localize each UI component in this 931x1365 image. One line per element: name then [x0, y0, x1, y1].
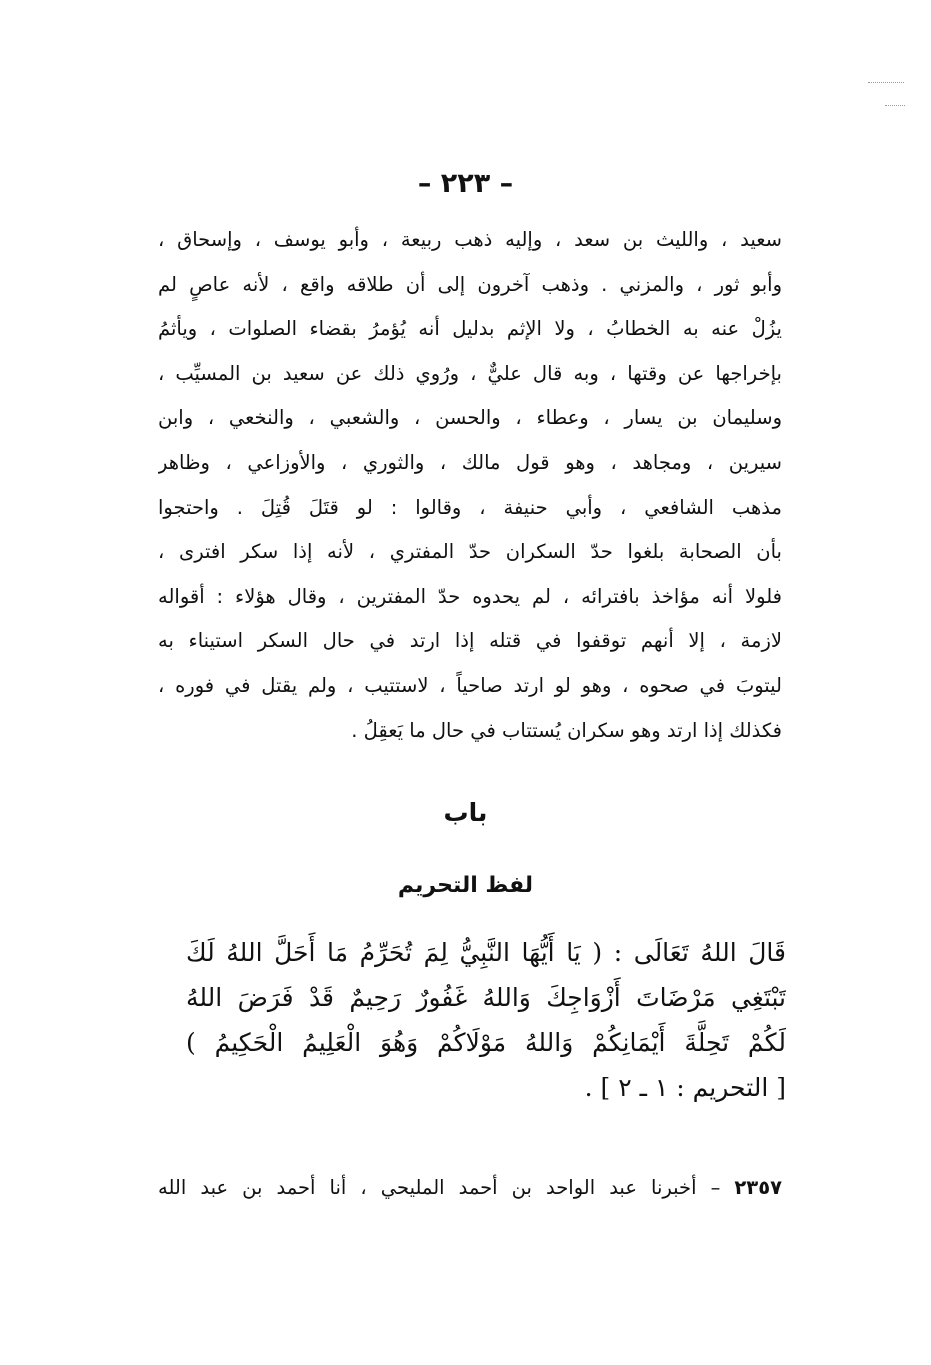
body-paragraph [158, 218, 782, 753]
text-line: بأن الصحابة بلغوا حدّ السكران حدّ المفتري ، لأنه إذا سكر افترى ، [158, 540, 782, 564]
quran-verse [186, 930, 786, 1110]
verse-reference: [ التحريم : ١ ـ ٢ ] . [584, 1073, 786, 1102]
section-title: لفظ التحريم [397, 873, 534, 898]
text-line: ليتوبَ في صحوه ، وهو لو ارتد صاحياً ، لاستتيب ، ولم يقتل في فوره ، [158, 673, 782, 697]
text-line: لازمة ، إلا أنهم توقفوا في قتله إذا ارتد في حال السكر استيناء به [158, 629, 782, 653]
scan-edge-mark [868, 82, 904, 83]
text-line: فلولا أنه مؤاخذ بافترائه ، لم يحدوه حدّ المفترين ، وقال هؤلاء : أقواله [158, 584, 782, 608]
verse-line: لَكُمْ تَحِلَّةَ أَيْمَانِكُمْ وَاللهُ مَوْلَاكُمْ وَهُوَ الْعَلِيمُ الْحَكِيمُ ) [186, 1028, 786, 1057]
hadith-number: ٢٣٥٧ [734, 1176, 782, 1199]
verse-line: تَبْتَغِي مَرْضَاتَ أَزْوَاجِكَ وَاللهُ غَفُورٌ رَحِيمٌ قَدْ فَرَضَ اللهُ [186, 983, 786, 1012]
text-line: سيرين ، ومجاهد ، وهو قول مالك ، والثوري ، والأوزاعي ، وظاهر [158, 450, 782, 474]
text-line: وسليمان بن يسار ، وعطاء ، والحسن ، والشعبي ، والنخعي ، وابن [158, 406, 782, 430]
hadith-entry [158, 1166, 782, 1210]
text-line: سعيد ، والليث بن سعد ، وإليه ذهب ربيعة ، وأبو يوسف ، وإسحاق ، [158, 228, 782, 251]
text-line: يزُلْ عنه به الخطابُ ، ولا الإثم بدليل أنه يُؤمرُ بقضاء الصلوات ، ويأثمُ [158, 317, 782, 341]
text-line: فكذلك إذا ارتد وهو سكران يُستتاب في حال ما يَعقِلُ . [351, 718, 782, 742]
hadith-text: – أخبرنا عبد الواحد بن أحمد المليحي ، أنا أحمد بن عبد الله [158, 1176, 735, 1199]
page-number: – ٢٢٣ – [417, 168, 514, 199]
text-line: وأبو ثور ، والمزني . وذهب آخرون إلى أن طلاقه واقع ، لأنه عاصٍ لم [158, 272, 782, 296]
text-line: بإخراجها عن وقتها ، وبه قال عليٌّ ، ورُوي ذلك عن سعيد بن المسيِّب ، [158, 361, 782, 385]
scan-edge-mark [885, 105, 905, 106]
text-line: مذهب الشافعي ، وأبي حنيفة ، وقالوا : لو قتَلَ قُتِلَ . واحتجوا [158, 495, 782, 519]
verse-line: قَالَ اللهُ تَعَالَى : ( يَا أَيُّهَا النَّبِيُّ لِمَ تُحَرِّمُ مَا أَحَلَّ اللهُ لَكَ [186, 938, 786, 967]
chapter-heading: باب [443, 798, 488, 827]
